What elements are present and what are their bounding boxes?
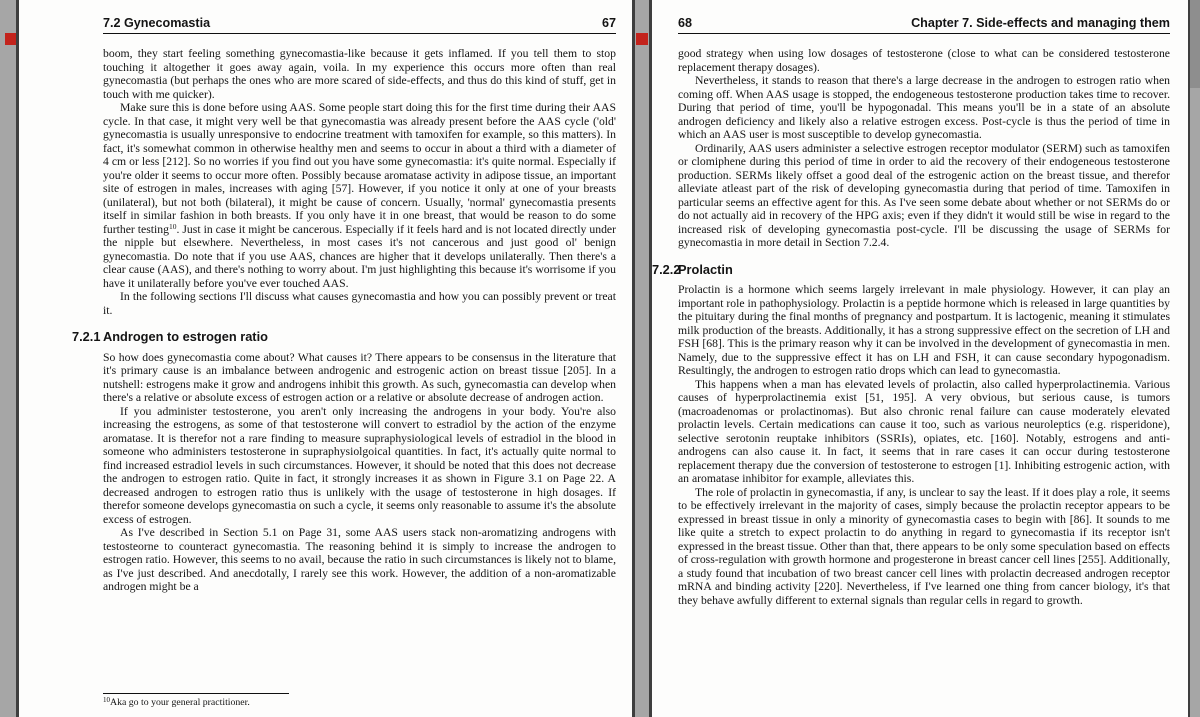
section-heading bbox=[652, 261, 1170, 277]
footnote bbox=[103, 693, 616, 709]
running-section-title: 7.2 Gynecomastia bbox=[103, 16, 211, 30]
footnote-text: $^{10}$Aka go to your general practitioner. bbox=[103, 696, 250, 708]
paragraph: As I've described in Section 5.1 on Page 31, some AAS users stack non-aromatizing androgens with testosteorne to counteract gynecomastia. The reasoning behind it is simply to increase the androgen to estrogen ratio. However, this seems to no avail, because the ratio in such circumstances is likely not to blame, as I've just described. And anecdotally, I rarely see this work. However, the addition of a non-aromatizable androgen might be a bbox=[103, 526, 616, 593]
page-header bbox=[678, 16, 1170, 34]
paragraph: So how does gynecomastia come about? What causes it? There appears to be consensus in the literature that it's primary cause is an imbalance between androgenic and estrogenic action on breast tissue [205]. In a nutshell: estrogens make it grow and androgens inhibit this growth. As such, gynecomastia can develop when there's a relative or absolute excess of estrogen action or a relative or absolute decrease of androgen action. bbox=[103, 350, 616, 404]
section-title: Prolactin bbox=[678, 261, 733, 277]
vertical-scrollbar[interactable] bbox=[1188, 0, 1200, 717]
left-page bbox=[16, 0, 635, 717]
footnote-reference[interactable]: 10 bbox=[168, 221, 177, 231]
section-number: 7.2.1 bbox=[72, 329, 101, 344]
page-body bbox=[652, 47, 1170, 607]
section-heading bbox=[72, 329, 616, 344]
paragraph-text: . Just in case it might be cancerous. Especially if it feels hard and is not located directly under the nipple but elsewhere. Nevertheless, in most cases it's not cancerous and just good ol' benign gynecomastia. Do note that if you use AAS, chances are higher that it develops unilaterally. Then there's a clear cause (AAS), and there's nothing to worry about. I'm just highlighting this because it's worrisome if you have it unilaterally before you've ever touched AAS. bbox=[103, 222, 616, 290]
paragraph: In the following sections I'll discuss what causes gynecomastia and how you can possibly prevent or treat it. bbox=[103, 290, 616, 317]
running-chapter-title: Chapter 7. Side-effects and managing them bbox=[911, 16, 1170, 30]
section-title: Androgen to estrogen ratio bbox=[103, 329, 268, 344]
scrollbar-thumb[interactable] bbox=[1190, 0, 1200, 88]
paragraph: good strategy when using low dosages of testosterone (close to what can be considered testosterone replacement therapy dosages). bbox=[678, 47, 1170, 74]
page-number: 68 bbox=[678, 16, 693, 30]
paragraph: This happens when a man has elevated levels of prolactin, also called hyperprolactinemia. Various causes of hyperprolactinemia exist [51, 195]. A very obvious, but serious cause, is tumors (macroadenomas or prolactinomas). But also chronic renal failure can cause moderately elevated prolactin levels. Certain medications can cause it too, such as various neuroleptics (e.g. risperidone), selective serotonin reuptake inhibitors (SSRIs), opiates, etc. [160]. Notably, estrogens and anti-androgens can also cause it. In fact, it seems that in rare cases it can occur during testosterone replacement therapy due the conversion of testosterone to estrogen [1]. Inhibiting estrogenic action, with an aromatase inhibitor for example, alleviates this. bbox=[678, 377, 1170, 485]
paragraph: boom, they start feeling something gynecomastia-like because it gets inflamed. If you tell them to stop touching it altogether it goes away again, voila. In my experience this occurs more often than real gynecomastia (but perhaps the ones who are more scared of side-effects, and thus do this kind of stuff, get in touch with me quicker). bbox=[103, 47, 616, 101]
page-body bbox=[72, 47, 616, 594]
paragraph: Prolactin is a hormone which seems largely irrelevant in male physiology. However, it can play an important role in pathophysiology. Prolactin is a peptide hormone which is released in large quantities by the pituitary during the final months of pregnancy and postpartum. It is lactogenic, meaning it stimulates milk production of the breasts. Additionally, it has a strong suppressive effect on the secretion of LH and FSH [68]. This is the primary reason why it can be involved in the development of gynecomastia in men. Namely, due to the suppressive effect it has on LH and FSH, it can cause secondary hypogonadism. Resultingly, the androgen to estrogen ratio drops which can lead to gynecomastia. bbox=[678, 283, 1170, 377]
page-number: 67 bbox=[601, 16, 616, 30]
page-header bbox=[103, 16, 616, 34]
right-page bbox=[649, 0, 1200, 717]
paragraph-text: Make sure this is done before using AAS. Some people start doing this for the first time during their AAS cycle. In that case, it might very well be that gynecomastia was already present before the AAS cycle ('old' gynecomastia is usually unresponsive to endocrine treatment with tamoxifen for example, so this matters). In fact, it's somewhat common in otherwise healthy men and seems to occur in about a third with a diameter of 4 cm or less [212]. So no worries if you find out you have some gynecomastia: it's quite normal. Especially if you're older it seems to occur more often. Possibly because aromatase activity in adipose tissue, an important site of estrogen in males, increases with aging [57]. However, if you notice it only at one of your breasts (unilateral), but not both (bilateral), it might be cause of concern. Usually, 'normal' gynecomastia presents itself in similar fashion in both breasts. If you only have it in one breast, that would be reason to do some further testing bbox=[103, 101, 616, 236]
section-number: 7.2.2 bbox=[652, 261, 681, 277]
footnote-rule bbox=[103, 693, 289, 694]
paragraph: The role of prolactin in gynecomastia, if any, is unclear to say the least. If it does play a role, it seems to be effectively irrelevant in the majority of cases, simply because the prolactin receptor appears to be expressed in breast tissue in only a minority of gynecomastia cases to begin with [86]. It sounds to me like quite a stretch to expect prolactin to do anything in regard to gynecomastia if its receptor isn't expressed in the breast tissue. Other than that, there appears to be only some speculation based on effects of cross-regulation with growth hormone and progesterone in breast cancer cell lines [255]. Additionally, a study found that incubation of two breast cancer cell lines with prolactin decreased androgen receptor mRNA and binding activity [220]. Nevertheless, if I've learned one thing from cancer biology, it's that they behave awfully different to external signals than regular cells in regard to growth. bbox=[678, 485, 1170, 607]
paragraph: If you administer testosterone, you aren't only increasing the androgens in your body. You're also increasing the estrogens, as some of that testosterone will convert to estradiol by the action of the enzyme aromatase. It is therefor not a rare finding to measure supraphysiological levels of estradiol in the blood in someone who administers testosterone in supraphysiolgoical quantities. In fact, it's actually quite normal to find increased estradiol levels in such circumstances. However, it should be noted that this does not decrease the androgen to estrogen ratio. Quite in fact, it strongly increases it as shown in Figure 3.1 on Page 22. A decreased androgen to estrogen ratio thus is unlikely with the usage of testosterone in high dosages. If therefor someone develops gynecomastia on such a cycle, it seems only reasonable to assume it's the absolute excess of estrogen. bbox=[103, 404, 616, 526]
paragraph bbox=[103, 101, 616, 290]
paragraph: Ordinarily, AAS users administer a selective estrogen receptor modulator (SERM) such as tamoxifen or clomiphene during this period of time in order to aid the recovery of their endogeneous testosterone production. SERMs likely offset a good deal of the estrogenic action on the breast tissue, and therefor alleviate atleast part of the risk of developing gynecomastia during that period of time. Tamoxifen in particular seems an effective agent for this. As I've seen some debate about whether or not SERMs do or do not actually aid in recovery of the HPG axis; even if they didn't it would still be wise in regard to the increased risk of developing gynecomastia post-cycle. I'll be discussing the usage of SERMs for gynecomastia in more detail in Section 7.2.4. bbox=[678, 141, 1170, 249]
annotation-marker-icon[interactable] bbox=[636, 33, 648, 45]
footnote-marker: 10 bbox=[103, 696, 110, 704]
paragraph: Nevertheless, it stands to reason that there's a large decrease in the androgen to estrogen ratio when coming off. When AAS usage is stopped, the endogeneous testosterone production takes time to recover. During that period of time, you'll be hypogonadal. This means you'll be in a state of an absolute androgen deficiency and likely also a relative estrogen excess. Post-cycle is thus the period of time in which an AAS user is most susceptible to develop gynecomastia. bbox=[678, 74, 1170, 141]
